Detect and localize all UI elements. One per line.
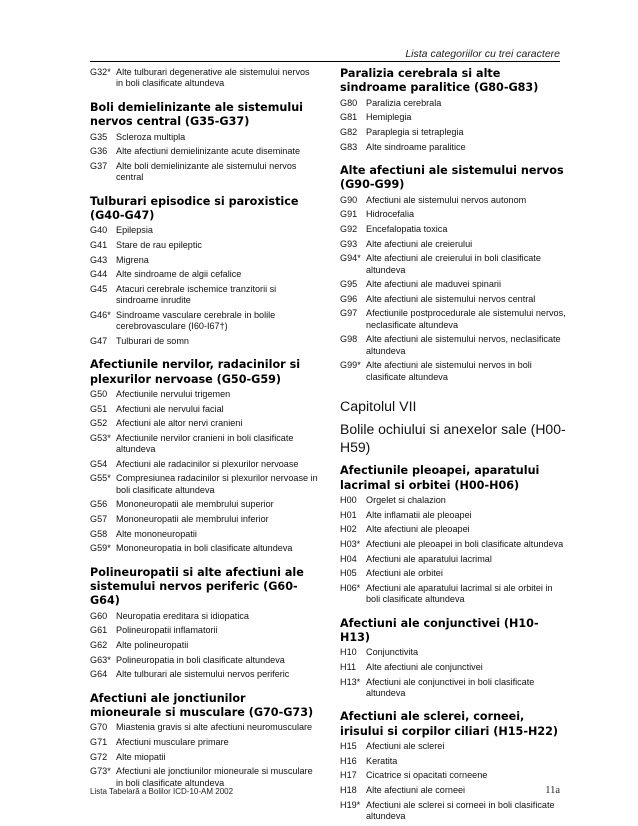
category-entry: [90, 433, 318, 456]
right-column-bottom: [340, 464, 568, 822]
category-description: Scleroza multipla: [116, 131, 186, 142]
category-code: G57: [90, 514, 108, 524]
section-title: Tulburari episodice si paroxistice (G40-G47): [90, 194, 299, 223]
category-entry: [90, 389, 318, 400]
category-description: Keratita: [366, 755, 398, 766]
category-description: Alte afectiuni ale sistemului nervos central: [366, 293, 536, 304]
category-description: Afectiuni ale sistemului nervos autonom: [366, 194, 527, 205]
category-description: Alte afectiuni ale pleoapei: [366, 524, 470, 535]
category-entry: [90, 669, 318, 680]
category-entry: [340, 294, 568, 305]
category-entry: [90, 132, 318, 143]
category-description: Alte afectiuni ale maduvei spinarii: [366, 279, 501, 290]
category-code: G72: [90, 751, 108, 762]
category-description: Afectiuni ale jonctiunilor mioneurale si musculare in boli clasificate altundeva: [116, 766, 313, 788]
category-description: Alte mononeuropatii: [116, 528, 197, 539]
category-entry: [340, 756, 568, 767]
category-description: Alte afectiuni ale creierului: [366, 238, 473, 249]
category-code: G58: [90, 528, 108, 539]
category-code: H19*: [340, 799, 361, 810]
category-code: G91: [340, 209, 358, 220]
category-code: G60: [90, 610, 108, 621]
category-description: Paraplegia si tetraplegia: [366, 127, 464, 137]
category-code: G44: [90, 269, 108, 280]
category-description: Miastenia gravis si alte afectiuni neuromusculare: [116, 722, 313, 733]
chapter-title: Bolile ochiului si anexelor sale (H00-H59): [340, 421, 566, 456]
category-code: G51: [90, 403, 108, 414]
category-section: [90, 358, 318, 554]
category-section: [90, 101, 318, 184]
section-title: Paralizia cerebrala si alte sindroame paralitice (G80-G83): [340, 67, 539, 95]
category-code: G92: [340, 224, 358, 234]
category-code: G53*: [90, 432, 111, 443]
category-description: Alte afectiuni ale sistemului nervos in boli clasificate altundeva: [366, 360, 532, 382]
category-section: [340, 710, 568, 822]
category-code: G80: [340, 97, 358, 108]
category-code: H16: [340, 755, 357, 766]
category-entry: [340, 360, 568, 383]
footer-text: Lista Tabelară a Bolilor ICD-10-AM 2002: [90, 787, 234, 796]
category-description: Afectiuni ale aparatului lacrimal: [366, 553, 492, 564]
category-description: Conjunctivita: [366, 647, 419, 658]
category-entry: [90, 640, 318, 651]
category-entry: [90, 529, 318, 540]
category-description: Afectiuni ale aparatului lacrimal si ale orbitei in boli clasificate altundeva: [366, 582, 553, 605]
category-section: [90, 67, 318, 90]
section-title: Afectiuni ale conjunctivei (H10-H13): [340, 616, 539, 644]
section-title: Polineuropatii si alte afectiuni ale sistemului nervos periferic (G60-G64): [90, 565, 304, 608]
category-description: Neuropatia ereditara si idiopatica: [116, 610, 249, 621]
category-code: G70: [90, 722, 108, 733]
category-description: Mononeuropatii ale membrului inferior: [116, 514, 269, 524]
category-entry: [90, 225, 318, 236]
category-description: Alte afectiuni demielinizante acute diseminate: [116, 146, 301, 157]
category-entry: [90, 737, 318, 748]
category-description: Afectiunile postprocedurale ale sistemului nervos, neclasificate altundeva: [366, 308, 566, 330]
category-description: Afectiuni ale sclerei: [366, 741, 445, 752]
category-code: G36: [90, 146, 108, 157]
category-description: Alte sindroame de algii cefalice: [116, 269, 242, 280]
category-entry: [340, 583, 568, 606]
category-description: Alte afectiuni ale creierului in boli clasificate altundeva: [366, 253, 541, 275]
category-code: H03*: [340, 538, 361, 549]
category-description: Afectiuni ale radacinilor si plexurilor nervoase: [116, 458, 299, 469]
category-code: G59*: [90, 543, 111, 554]
category-code: H06*: [340, 582, 361, 593]
category-code: H05: [340, 568, 357, 579]
category-description: Orgelet si chalazion: [366, 495, 446, 506]
category-code: G46*: [90, 309, 111, 320]
category-description: Alte afectiuni ale conjunctivei: [366, 661, 483, 672]
category-entry: [340, 253, 568, 276]
category-code: G63*: [90, 654, 111, 665]
category-section: [90, 566, 318, 681]
section-title: Afectiunile nervilor, radacinilor si plexurilor nervoase (G50-G59): [90, 358, 301, 386]
category-entry: [90, 625, 318, 636]
category-code: G45: [90, 283, 108, 294]
category-description: Tulburari de somn: [116, 335, 189, 346]
category-description: Alte boli demielinizante ale sistemului nervos central: [116, 160, 297, 183]
category-description: Alte afectiuni ale sistemului nervos, neclasificate altundeva: [366, 334, 561, 356]
category-entry: [90, 146, 318, 157]
page-number: 11a: [545, 785, 560, 796]
category-section: [340, 464, 568, 605]
category-description: Alte polineuropatii: [116, 640, 189, 650]
category-code: G99*: [340, 360, 361, 371]
category-code: G54: [90, 458, 108, 469]
category-description: Polineuropatia in boli clasificate altundeva: [116, 654, 285, 665]
category-code: G32*: [90, 67, 111, 77]
category-description: Alte afectiuni ale corneei: [366, 784, 466, 795]
category-entry: [340, 279, 568, 290]
category-code: G62: [90, 640, 108, 650]
category-code: G81: [340, 112, 358, 123]
category-description: Afectiunile nervului trigemen: [116, 389, 231, 400]
category-description: Afectiuni ale conjunctivei in boli clasificate altundeva: [366, 676, 535, 698]
category-code: G43: [90, 254, 108, 265]
section-title: Afectiuni ale sclerei, corneei, irisului si corpilor ciliari (H15-H22): [340, 710, 559, 738]
category-description: Cicatrice si opacitati corneene: [366, 770, 488, 781]
category-code: H01: [340, 509, 357, 520]
category-code: H10: [340, 647, 357, 658]
category-entry: [90, 543, 318, 554]
category-entry: [340, 554, 568, 565]
category-description: Stare de rau epileptic: [116, 240, 202, 251]
right-column-top: [340, 67, 568, 383]
category-section: [340, 67, 568, 153]
category-code: G93: [340, 238, 358, 249]
section-title: Afectiunile pleoapei, aparatului lacrimal si orbitei (H00-H06): [340, 464, 540, 492]
category-entry: [90, 655, 318, 666]
category-entry: [90, 336, 318, 347]
category-code: H15: [340, 741, 357, 752]
category-entry: [340, 800, 568, 823]
category-entry: [90, 766, 318, 789]
category-description: Alte inflamatii ale pleoapei: [366, 509, 472, 520]
category-code: G52: [90, 418, 108, 429]
category-entry: [90, 418, 318, 429]
category-description: Afectiuni musculare primare: [116, 737, 229, 747]
category-description: Afectiuni ale altor nervi cranieni: [116, 418, 243, 429]
category-entry: [90, 404, 318, 415]
category-entry: [90, 514, 318, 525]
category-entry: [340, 495, 568, 506]
category-code: G90: [340, 194, 358, 205]
left-column: [90, 67, 318, 792]
category-entry: [340, 568, 568, 579]
section-title: Boli demielinizante ale sistemului nervos central (G35-G37): [90, 100, 303, 129]
category-entry: [340, 308, 568, 331]
category-description: Alte miopatii: [116, 751, 166, 762]
section-title: Afectiuni ale jonctiunilor mioneurale si musculare (G70-G73): [90, 691, 314, 719]
category-code: G41: [90, 240, 108, 251]
category-entry: [90, 499, 318, 510]
category-description: Afectiuni ale pleoapei in boli clasificate altundeva: [366, 538, 564, 549]
category-entry: [340, 785, 568, 796]
category-description: Mononeuropatia in boli clasificate altundeva: [116, 543, 293, 554]
category-entry: [340, 662, 568, 673]
category-entry: [340, 510, 568, 521]
category-code: G96: [340, 293, 358, 304]
category-entry: [340, 209, 568, 220]
category-description: Afectiuni ale sclerei si corneei in boli clasificate altundeva: [366, 799, 555, 821]
category-code: G37: [90, 160, 108, 171]
category-entry: [340, 98, 568, 109]
category-entry: [90, 459, 318, 470]
category-entry: [340, 224, 568, 235]
category-code: G83: [340, 141, 358, 152]
category-entry: [340, 741, 568, 752]
category-code: H18: [340, 784, 357, 795]
category-code: G47: [90, 335, 108, 346]
category-description: Afectiunile nervilor cranieni in boli clasificate altundeva: [116, 432, 294, 455]
category-code: H02: [340, 524, 357, 535]
category-code: G71: [90, 737, 108, 747]
category-code: G56: [90, 499, 108, 510]
category-entry: [90, 255, 318, 266]
category-code: G94*: [340, 253, 361, 264]
category-entry: [90, 67, 318, 90]
category-entry: [340, 195, 568, 206]
category-section: [90, 692, 318, 789]
category-description: Paralizia cerebrala: [366, 97, 442, 108]
category-code: G40: [90, 225, 108, 236]
category-entry: [340, 112, 568, 123]
category-code: H00: [340, 495, 357, 506]
category-entry: [90, 752, 318, 763]
category-description: Alte tulburari degenerative ale sistemului nervos in boli clasificate altundeva: [116, 67, 310, 89]
category-code: G95: [340, 279, 358, 290]
category-entry: [340, 142, 568, 153]
category-entry: [340, 334, 568, 357]
category-code: H13*: [340, 676, 361, 687]
category-entry: [90, 722, 318, 733]
category-code: G98: [340, 334, 358, 345]
category-description: Afectiuni ale nervului facial: [116, 403, 224, 414]
category-description: Sindroame vasculare cerebrale in bolile cerebrovasculare (I60-I67†): [116, 309, 276, 332]
category-code: H11: [340, 661, 357, 672]
category-description: Afectiuni ale orbitei: [366, 568, 443, 579]
section-title: Alte afectiuni ale sistemului nervos (G90-G99): [340, 164, 564, 192]
right-column: [340, 67, 568, 826]
category-entry: [90, 240, 318, 251]
category-description: Migrena: [116, 254, 149, 265]
category-code: H17: [340, 770, 357, 781]
category-description: Compresiunea radacinilor si plexurilor nervoase in boli clasificate altundeva: [116, 473, 318, 495]
category-entry: [90, 611, 318, 622]
category-section: [340, 164, 568, 383]
header-rule: [90, 61, 560, 62]
category-code: G82: [340, 127, 358, 137]
category-entry: [340, 677, 568, 700]
category-description: Atacuri cerebrale ischemice tranzitorii si sindroame inrudite: [116, 283, 277, 306]
category-code: G55*: [90, 473, 111, 484]
category-description: Encefalopatia toxica: [366, 224, 448, 234]
category-entry: [90, 310, 318, 333]
category-code: G64: [90, 669, 108, 680]
category-description: Epilepsia: [116, 225, 153, 236]
category-description: Polineuropatii inflamatorii: [116, 625, 218, 636]
spacer: [340, 386, 568, 398]
category-entry: [90, 284, 318, 307]
category-entry: [90, 269, 318, 280]
category-description: Hidrocefalia: [366, 209, 415, 220]
category-description: Mononeuropatii ale membrului superior: [116, 499, 274, 510]
category-description: Alte sindroame paralitice: [366, 141, 466, 152]
running-header: Lista categoriilor cu trei caractere: [405, 48, 560, 60]
category-entry: [340, 524, 568, 535]
category-code: G73*: [90, 766, 111, 777]
category-code: G97: [340, 308, 358, 319]
category-section: [90, 195, 318, 348]
category-entry: [90, 473, 318, 496]
category-description: Hemiplegia: [366, 112, 412, 123]
category-code: H04: [340, 553, 357, 564]
category-code: G50: [90, 389, 108, 400]
chapter-label: Capitolul VII: [340, 399, 417, 416]
category-entry: [340, 647, 568, 658]
category-code: G61: [90, 625, 108, 636]
category-code: G35: [90, 131, 108, 142]
category-entry: [340, 127, 568, 138]
category-section: [340, 617, 568, 700]
category-entry: [90, 161, 318, 184]
category-entry: [340, 770, 568, 781]
category-description: Alte tulburari ale sistemului nervos periferic: [116, 669, 290, 680]
category-entry: [340, 539, 568, 550]
category-entry: [340, 239, 568, 250]
